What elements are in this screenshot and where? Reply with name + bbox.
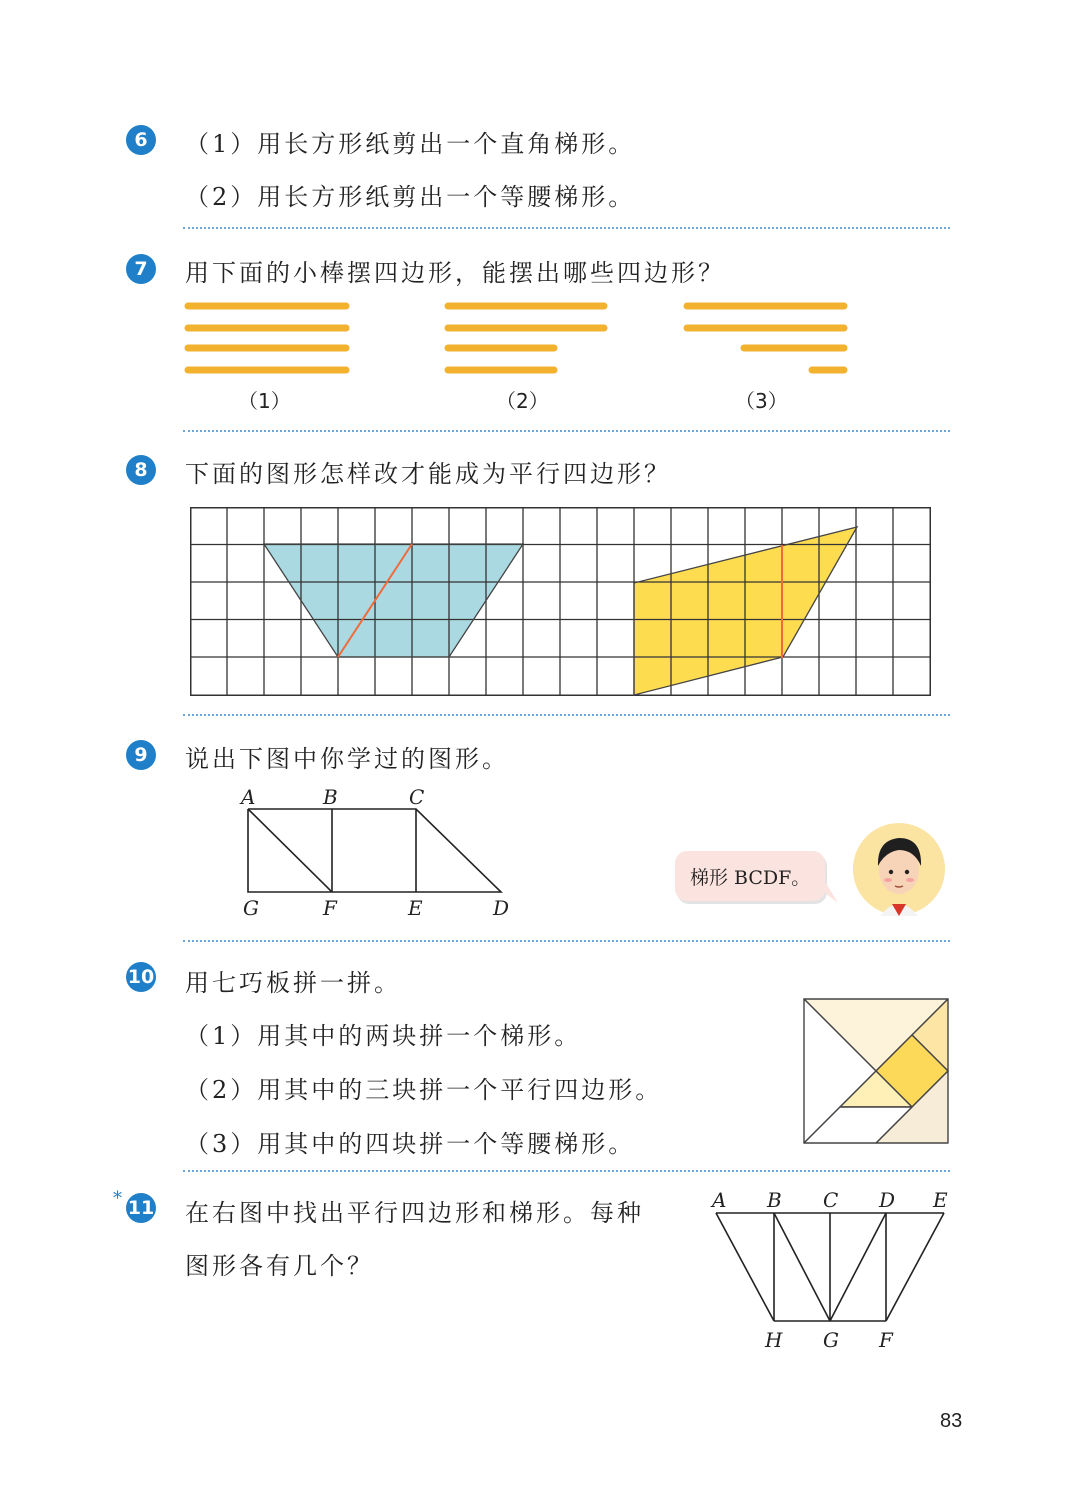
point-G: G: [243, 896, 259, 920]
optional-star: *: [113, 1188, 122, 1209]
question-9-number: 9: [126, 740, 156, 770]
q9-figure: [240, 800, 510, 900]
question-10-part-2: （2）用其中的三块拼一个平行四边形。: [185, 1076, 663, 1104]
point-H: H: [765, 1328, 783, 1352]
question-8-text: 下面的图形怎样改才能成为平行四边形？: [185, 460, 671, 488]
blue-trapezoid: [264, 544, 523, 657]
stick-label-1: （1）: [238, 389, 291, 413]
sticks-figure: [180, 295, 860, 380]
point-D: D: [879, 1188, 896, 1212]
q11-figure: [712, 1210, 948, 1325]
question-11-number: 11: [126, 1193, 156, 1223]
question-7-text: 用下面的小棒摆四边形，能摆出哪些四边形？: [185, 259, 725, 287]
point-E: E: [933, 1188, 948, 1212]
stick-group-1: [188, 306, 346, 370]
separator: [183, 1170, 950, 1172]
page-number: 83: [940, 1410, 963, 1432]
question-10-part-3: （3）用其中的四块拼一个等腰梯形。: [185, 1130, 636, 1158]
point-E: E: [408, 896, 423, 920]
separator: [183, 714, 950, 716]
separator: [183, 227, 950, 229]
question-9-text: 说出下图中你学过的图形。: [185, 745, 509, 773]
speech-bubble-text: 梯形 BCDF。: [690, 867, 811, 889]
question-7-number: 7: [126, 254, 156, 284]
stick-group-3: [687, 306, 844, 370]
bubble-tail: [812, 883, 840, 907]
point-F: F: [323, 896, 337, 920]
point-C: C: [823, 1188, 839, 1212]
question-6-number: 6: [126, 125, 156, 155]
point-F: F: [879, 1328, 893, 1352]
stick-label-2: （2）: [496, 389, 549, 413]
question-10-text: 用七巧板拼一拼。: [185, 969, 401, 997]
tangram-figure: [803, 998, 950, 1145]
separator: [183, 430, 950, 432]
question-6-part-1: （1）用长方形纸剪出一个直角梯形。: [185, 130, 636, 158]
grid-figure: [190, 507, 935, 699]
question-10-part-1: （1）用其中的两块拼一个梯形。: [185, 1022, 582, 1050]
separator: [183, 940, 950, 942]
point-C: C: [409, 785, 425, 809]
point-A: A: [712, 1188, 727, 1212]
question-11-line-2: 图形各有几个？: [185, 1252, 374, 1280]
point-B: B: [767, 1188, 782, 1212]
question-10-number: 10: [126, 962, 156, 992]
question-11-line-1: 在右图中找出平行四边形和梯形。每种: [185, 1199, 644, 1227]
stick-label-3: （3）: [735, 389, 788, 413]
question-6-part-2: （2）用长方形纸剪出一个等腰梯形。: [185, 183, 636, 211]
question-8-number: 8: [126, 455, 156, 485]
stick-group-2: [448, 306, 604, 370]
boy-avatar: [852, 822, 946, 916]
point-A: A: [241, 785, 256, 809]
point-D: D: [493, 896, 510, 920]
speech-bubble: [675, 851, 825, 901]
point-G: G: [823, 1328, 839, 1352]
point-B: B: [323, 785, 338, 809]
